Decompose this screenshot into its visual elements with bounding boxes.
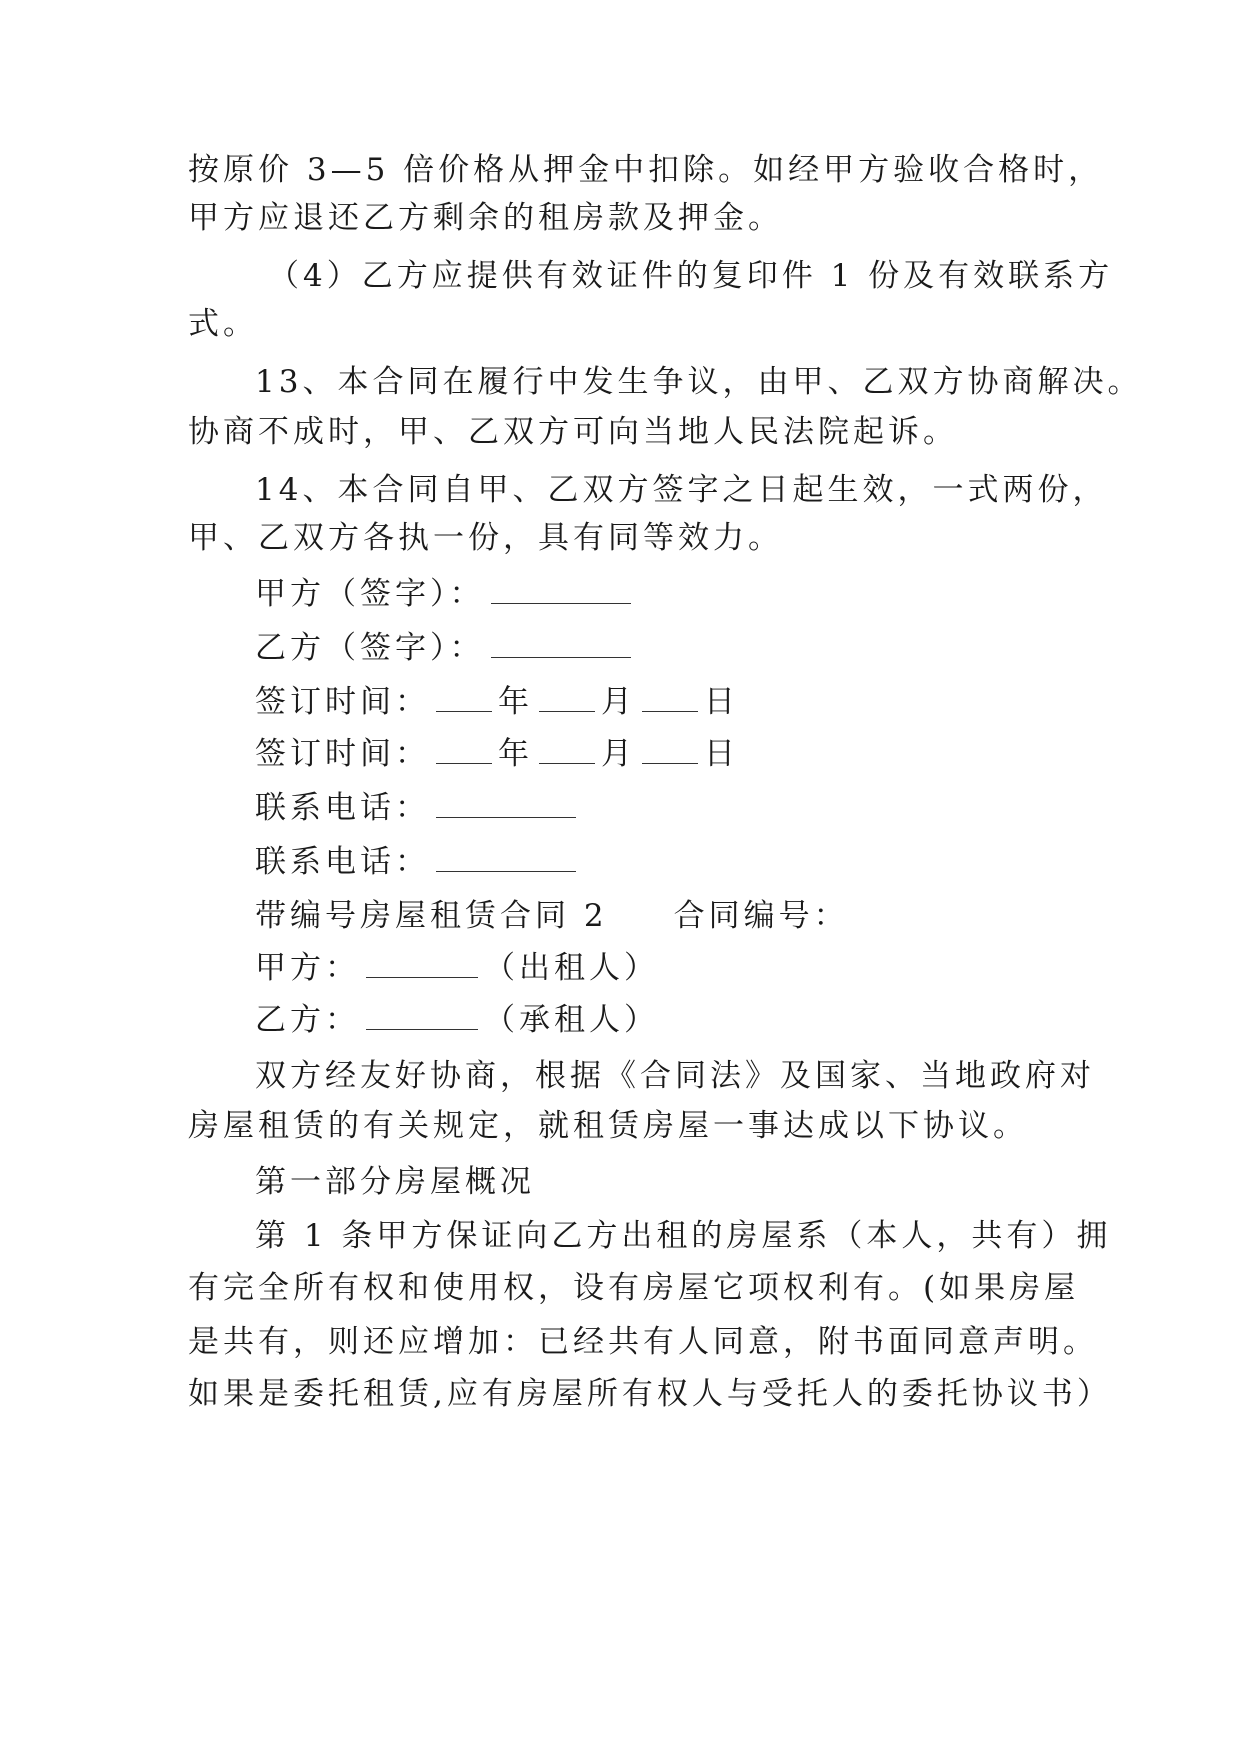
paragraph-line: 有完全所有权和使用权，设有房屋它项权利有。(如果房屋 — [188, 1270, 1080, 1306]
party-b-label: 乙方： — [255, 1002, 360, 1038]
contract-heading-line — [255, 896, 849, 936]
date-label: 签订时间： — [255, 736, 430, 772]
contract-number-label: 合同编号： — [673, 898, 849, 934]
party-a-label: 甲方： — [255, 950, 360, 986]
signature-blank — [491, 631, 631, 658]
paragraph-line: 房屋租赁的有关规定，就租赁房屋一事达成以下协议。 — [188, 1108, 1028, 1144]
date-line — [255, 682, 739, 722]
phone-label: 联系电话： — [255, 844, 430, 880]
paragraph-line: 按原价 3—5 倍价格从押金中扣除。如经甲方验收合格时， — [188, 152, 1104, 188]
signature-label: 甲方（签字）： — [255, 576, 485, 612]
contract-title: 带编号房屋租赁合同 2 — [255, 898, 608, 934]
phone-line — [255, 842, 582, 882]
party-b-role: （承租人） — [484, 1002, 659, 1038]
party-a-line — [255, 948, 659, 988]
day-unit: 日 — [704, 736, 739, 772]
year-blank — [436, 737, 492, 764]
signature-label: 乙方（签字）： — [255, 630, 485, 666]
paragraph-line: 是共有，则还应增加：已经共有人同意，附书面同意声明。 — [188, 1324, 1098, 1360]
signature-line-party-a — [255, 574, 637, 614]
paragraph-line: 式。 — [188, 306, 258, 342]
day-unit: 日 — [704, 684, 739, 720]
month-unit: 月 — [601, 684, 636, 720]
month-blank — [539, 737, 595, 764]
phone-line — [255, 788, 582, 828]
party-a-role: （出租人） — [484, 950, 659, 986]
party-a-blank — [366, 951, 478, 978]
party-b-blank — [366, 1003, 478, 1030]
phone-label: 联系电话： — [255, 790, 430, 826]
date-line — [255, 734, 739, 774]
paragraph-line: 14、本合同自甲、乙双方签字之日起生效，一式两份， — [255, 472, 1108, 508]
paragraph-line: 如果是委托租赁,应有房屋所有权人与受托人的委托协议书） — [188, 1376, 1112, 1412]
paragraph-line: 协商不成时，甲、乙双方可向当地人民法院起诉。 — [188, 414, 958, 450]
paragraph-line: 第 1 条甲方保证向乙方出租的房屋系（本人，共有）拥 — [255, 1218, 1112, 1254]
year-unit: 年 — [498, 736, 533, 772]
paragraph-line: 甲、乙双方各执一份，具有同等效力。 — [188, 520, 783, 556]
paragraph-line: 双方经友好协商，根据《合同法》及国家、当地政府对 — [255, 1058, 1095, 1094]
signature-line-party-b — [255, 628, 637, 668]
paragraph-line: 13、本合同在履行中发生争议，由甲、乙双方协商解决。 — [255, 364, 1143, 400]
date-label: 签订时间： — [255, 684, 430, 720]
year-unit: 年 — [498, 684, 533, 720]
phone-blank — [436, 845, 576, 872]
year-blank — [436, 685, 492, 712]
paragraph-line: （4）乙方应提供有效证件的复印件 1 份及有效联系方 — [268, 258, 1114, 294]
signature-blank — [491, 577, 631, 604]
month-unit: 月 — [601, 736, 636, 772]
section-heading: 第一部分房屋概况 — [255, 1164, 535, 1200]
day-blank — [642, 685, 698, 712]
paragraph-line: 甲方应退还乙方剩余的租房款及押金。 — [188, 200, 783, 236]
month-blank — [539, 685, 595, 712]
party-b-line — [255, 1000, 659, 1040]
day-blank — [642, 737, 698, 764]
phone-blank — [436, 791, 576, 818]
